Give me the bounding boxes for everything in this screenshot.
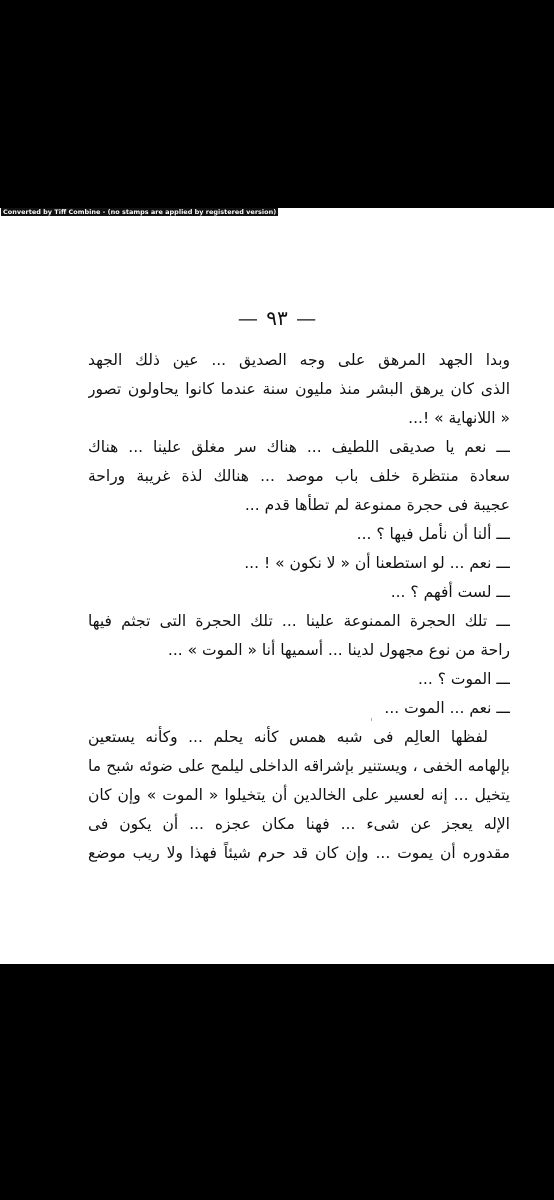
text-line: الذى كان يرهق البشر منذ مليون سنة عندما كانوا يحاولون تصور bbox=[88, 380, 510, 398]
text-line: ـــ لست أفهم ؟ ... bbox=[390, 583, 510, 601]
text-line: وبدا الجهد المرهق على وجه الصديق ... عين ذلك الجهد bbox=[88, 351, 510, 369]
text-line: لفظها العالِم فى شبه همس كأنه يحلم ... وكأنه يستعين bbox=[88, 728, 488, 746]
text-line: يتخيل ... إنه لعسير على الخالدين أن يتخيلوا « الموت » وإن كان bbox=[88, 786, 510, 804]
page-number: — ٩٣ — bbox=[237, 306, 317, 330]
text-line: راحة من نوع مجهول لدينا ... أسميها أنا « الموت » ... bbox=[167, 641, 510, 659]
text-line: « اللانهاية » !... bbox=[408, 409, 510, 427]
book-page bbox=[0, 208, 554, 964]
text-line: ـــ نعم ... لو استطعنا أن « لا نكون » ! ... bbox=[244, 554, 510, 572]
text-line: مقدوره أن يموت ... وإن كان قد حرم شيئاً فهذا ولا ريب موضع bbox=[88, 844, 510, 862]
text-line: ـــ نعم ... الموت ... bbox=[384, 699, 510, 717]
text-line: الإله يعجز عن شىء ... فهنا مكان عجزه ... أن يكون فى bbox=[88, 815, 510, 833]
text-line: سعادة منتظرة خلف باب موصد ... هنالك لذة غريبة وراحة bbox=[88, 467, 510, 485]
text-line: ـــ تلك الحجرة الممنوعة علينا ... تلك الحجرة التى تجثم فيها bbox=[88, 612, 510, 630]
text-line: ـــ ألنا أن نأمل فيها ؟ ... bbox=[356, 525, 510, 543]
scan-speck bbox=[371, 718, 372, 721]
text-line: ـــ نعم يا صديقى اللطيف ... هناك سر مغلق علينا ... هناك bbox=[88, 438, 510, 456]
watermark-text: Converted by Tiff Combine - (no stamps are applied by registered version) bbox=[3, 208, 277, 216]
text-line: بإلهامه الخفى ، ويستنير بإشراقه الداخلى ليلمح على ضوئه شبح ما bbox=[88, 757, 510, 775]
body-text bbox=[88, 346, 510, 868]
text-line: عجيبة فى حجرة ممنوعة لم تطأها قدم ... bbox=[244, 496, 510, 514]
text-line: ـــ الموت ؟ ... bbox=[417, 670, 510, 688]
